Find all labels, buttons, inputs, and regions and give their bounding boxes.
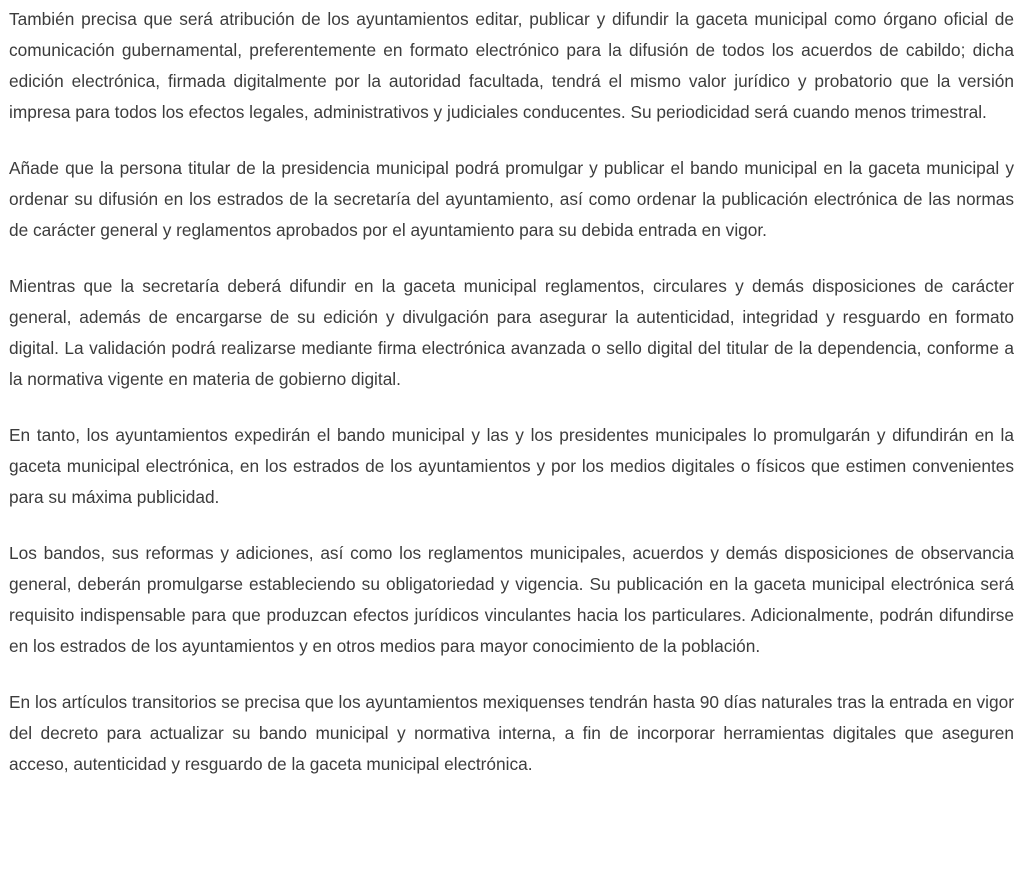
article-paragraph-1: También precisa que será atribución de los ayuntamientos editar, publicar y difundir la gaceta municipal como órgano oficial de comunicación gubernamental, preferentemente en formato electrónico para la difusión de todos los acuerdos de cabildo; dicha edición electrónica, firmada digitalmente por la autoridad facultada, tendrá el mismo valor jurídico y probatorio que la versión impresa para todos los efectos legales, administrativos y judiciales conducentes. Su periodicidad será cuando menos trimestral.: [9, 9, 1014, 122]
article-paragraph-6: En los artículos transitorios se precisa que los ayuntamientos mexiquenses tendrán hasta 90 días naturales tras la entrada en vigor del decreto para actualizar su bando municipal y normativa interna, a fin de incorporar herramientas digitales que aseguren acceso, autenticidad y resguardo de la gaceta municipal electrónica.: [9, 692, 1014, 774]
article-paragraph-2: Añade que la persona titular de la presidencia municipal podrá promulgar y publicar el bando municipal en la gaceta municipal y ordenar su difusión en los estrados de la secretaría del ayuntamiento, así como ordenar la publicación electrónica de las normas de carácter general y reglamentos aprobados por el ayuntamiento para su debida entrada en vigor.: [9, 158, 1014, 240]
article-paragraph-5: Los bandos, sus reformas y adiciones, así como los reglamentos municipales, acuerdos y demás disposiciones de observancia general, deberán promulgarse estableciendo su obligatoriedad y vigencia. Su publicación en la gaceta municipal electrónica será requisito indispensable para que produzcan efectos jurídicos vinculantes hacia los particulares. Adicionalmente, podrán difundirse en los estrados de los ayuntamientos y en otros medios para mayor conocimiento de la población.: [9, 543, 1014, 656]
article-paragraph-3: Mientras que la secretaría deberá difundir en la gaceta municipal reglamentos, circulares y demás disposiciones de carácter general, además de encargarse de su edición y divulgación para asegurar la autenticidad, integridad y resguardo en formato digital. La validación podrá realizarse mediante firma electrónica avanzada o sello digital del titular de la dependencia, conforme a la normativa vigente en materia de gobierno digital.: [9, 276, 1014, 389]
article-paragraph-4: En tanto, los ayuntamientos expedirán el bando municipal y las y los presidentes municipales lo promulgarán y difundirán en la gaceta municipal electrónica, en los estrados de los ayuntamientos y por los medios digitales o físicos que estimen convenientes para su máxima publicidad.: [9, 425, 1014, 507]
